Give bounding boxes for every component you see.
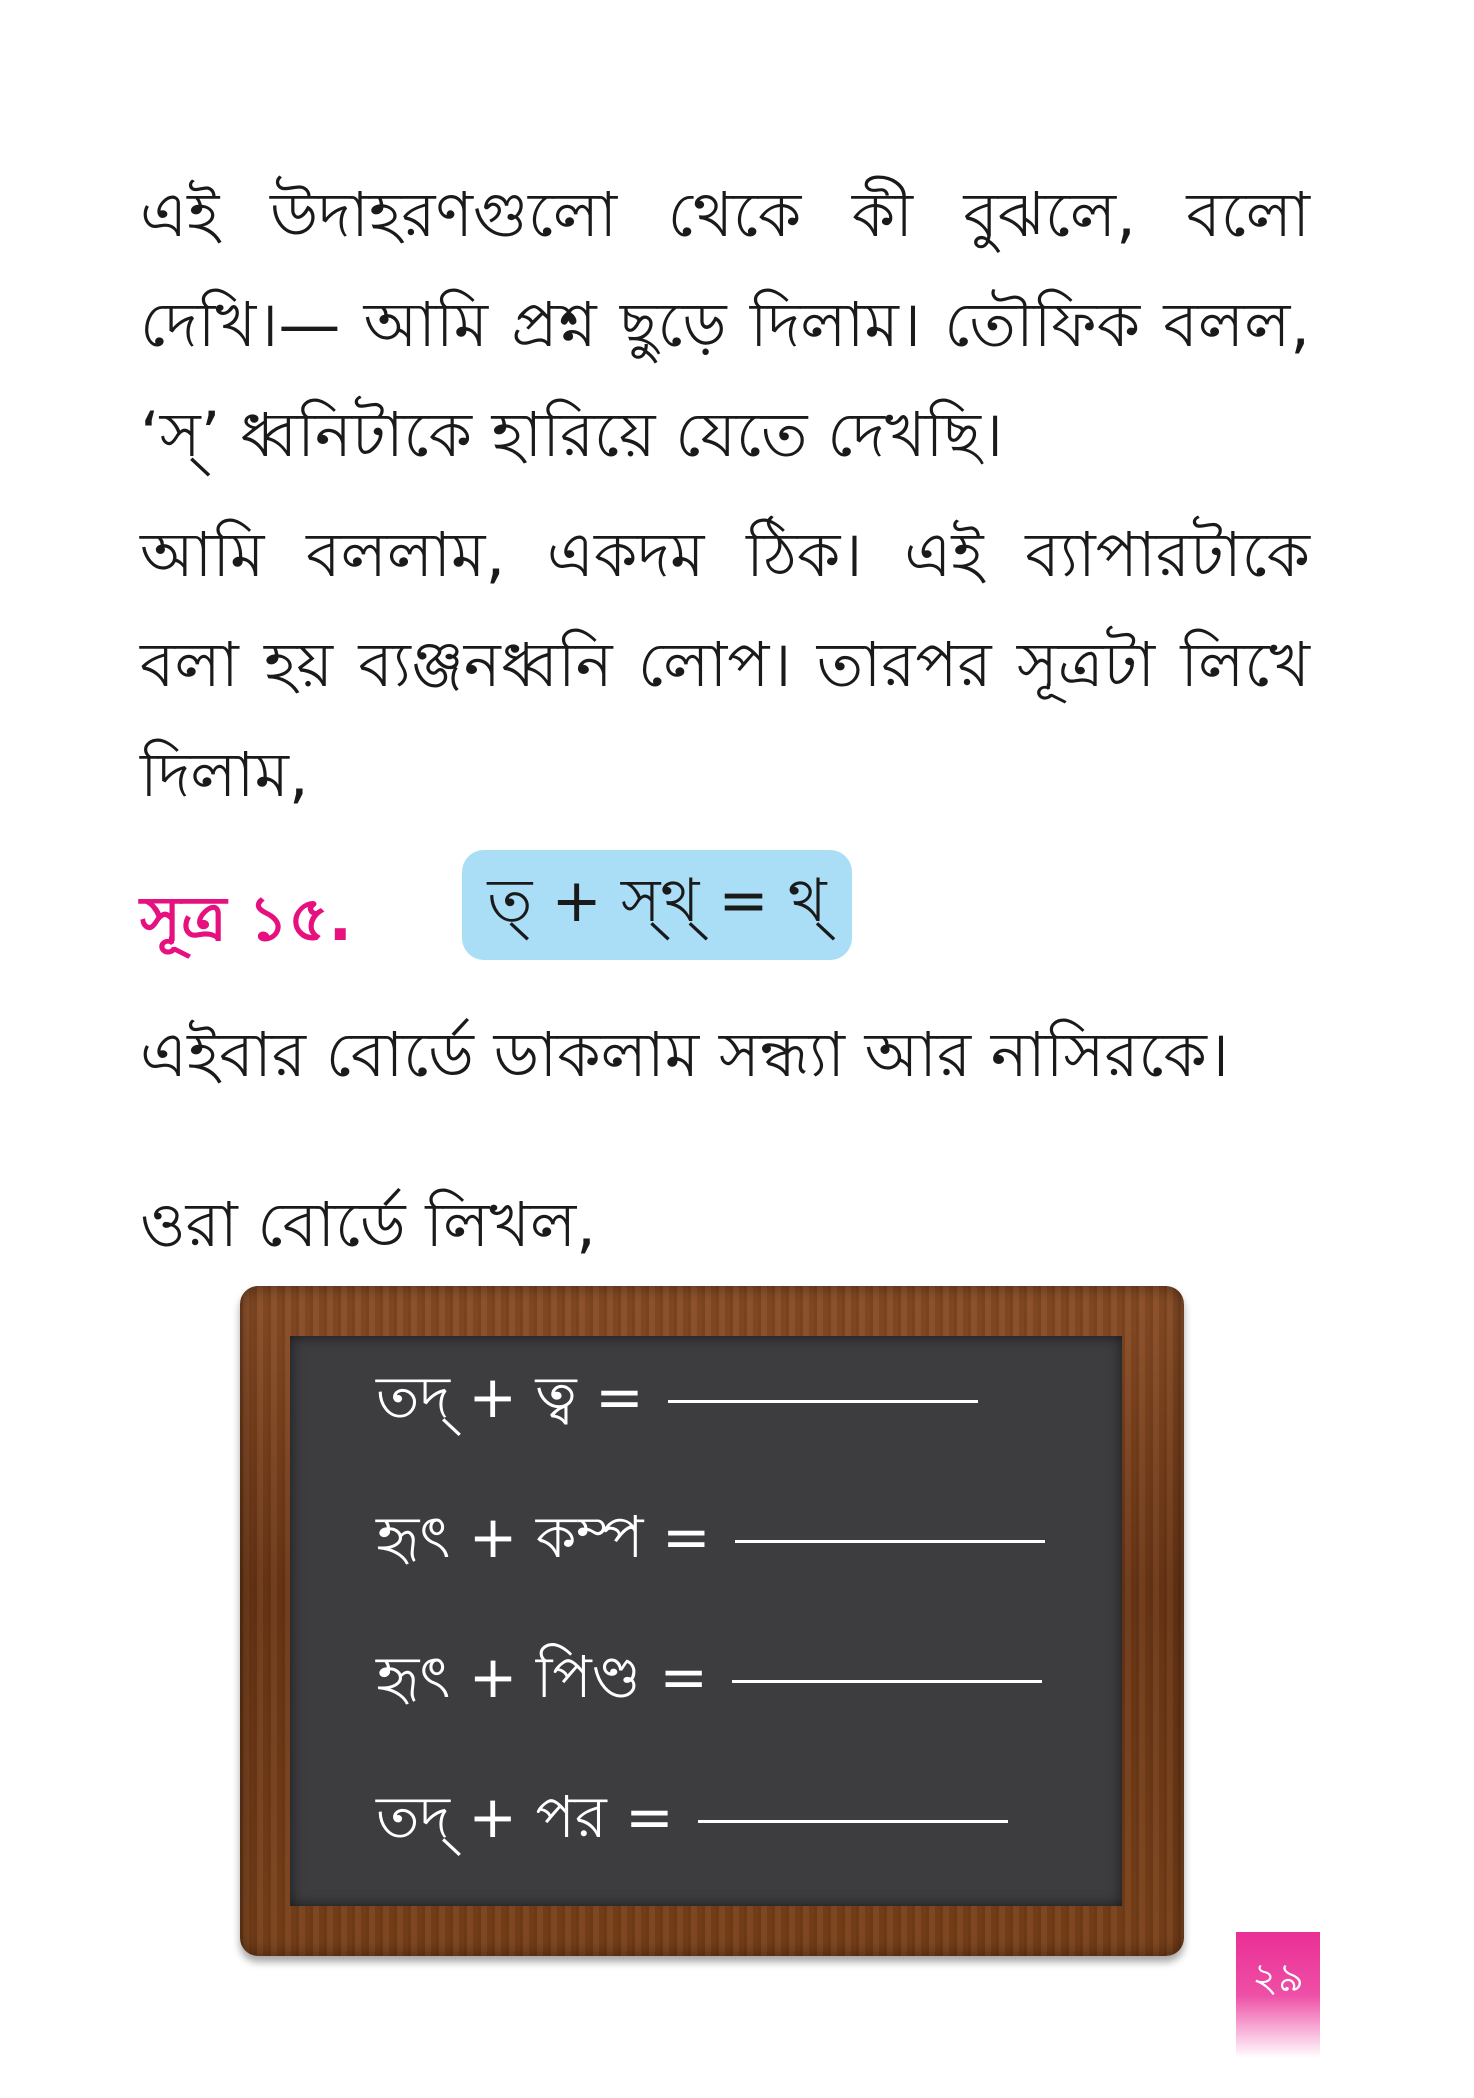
- paragraph-question: এই উদাহরণগুলো থেকে কী বুঝলে, বলো দেখি।— আমি প্রশ্ন ছুড়ে দিলাম। তৌফিক বলল, ‘স্’ ধ্বনিটাকে হারিয়ে যেতে দেখছি।: [140, 178, 1310, 471]
- board-exercise-line: [376, 1356, 978, 1446]
- answer-blank: [732, 1680, 1042, 1683]
- answer-blank: [735, 1540, 1045, 1543]
- paragraph-board-wrote: ওরা বোর্ডে লিখল,: [140, 1188, 596, 1261]
- formula-expression: ত্ + স্থ্ = থ্: [487, 866, 827, 936]
- board-exercise-line: [376, 1776, 1008, 1866]
- formula-label: সূত্র ১৫.: [140, 882, 353, 955]
- page-number-tab: [1236, 1932, 1320, 2058]
- board-exercise-text: তদ্ + পর =: [376, 1782, 674, 1851]
- answer-blank: [698, 1820, 1008, 1823]
- paragraph-explanation: আমি বললাম, একদম ঠিক। এই ব্যাপারটাকে বলা হয় ব্যঞ্জনধ্বনি লোপ। তারপর সূত্রটা লিখে দিলাম,: [140, 518, 1310, 811]
- blackboard: [290, 1336, 1122, 1906]
- page-number: ২৯: [1252, 1955, 1304, 2001]
- blackboard-frame: [240, 1286, 1184, 1956]
- paragraph-board-call: এইবার বোর্ডে ডাকলাম সন্ধ্যা আর নাসিরকে।: [140, 1018, 1230, 1091]
- formula-box: [462, 850, 852, 960]
- board-exercise-text: হৃৎ + কম্প =: [376, 1502, 711, 1571]
- board-exercise-text: তদ্ + ত্ব =: [376, 1362, 644, 1431]
- board-exercise-line: [376, 1636, 1042, 1726]
- board-exercise-text: হৃৎ + পিণ্ড =: [376, 1642, 709, 1711]
- board-exercise-line: [376, 1496, 1045, 1586]
- formula-row: [140, 850, 1310, 970]
- answer-blank: [668, 1400, 978, 1403]
